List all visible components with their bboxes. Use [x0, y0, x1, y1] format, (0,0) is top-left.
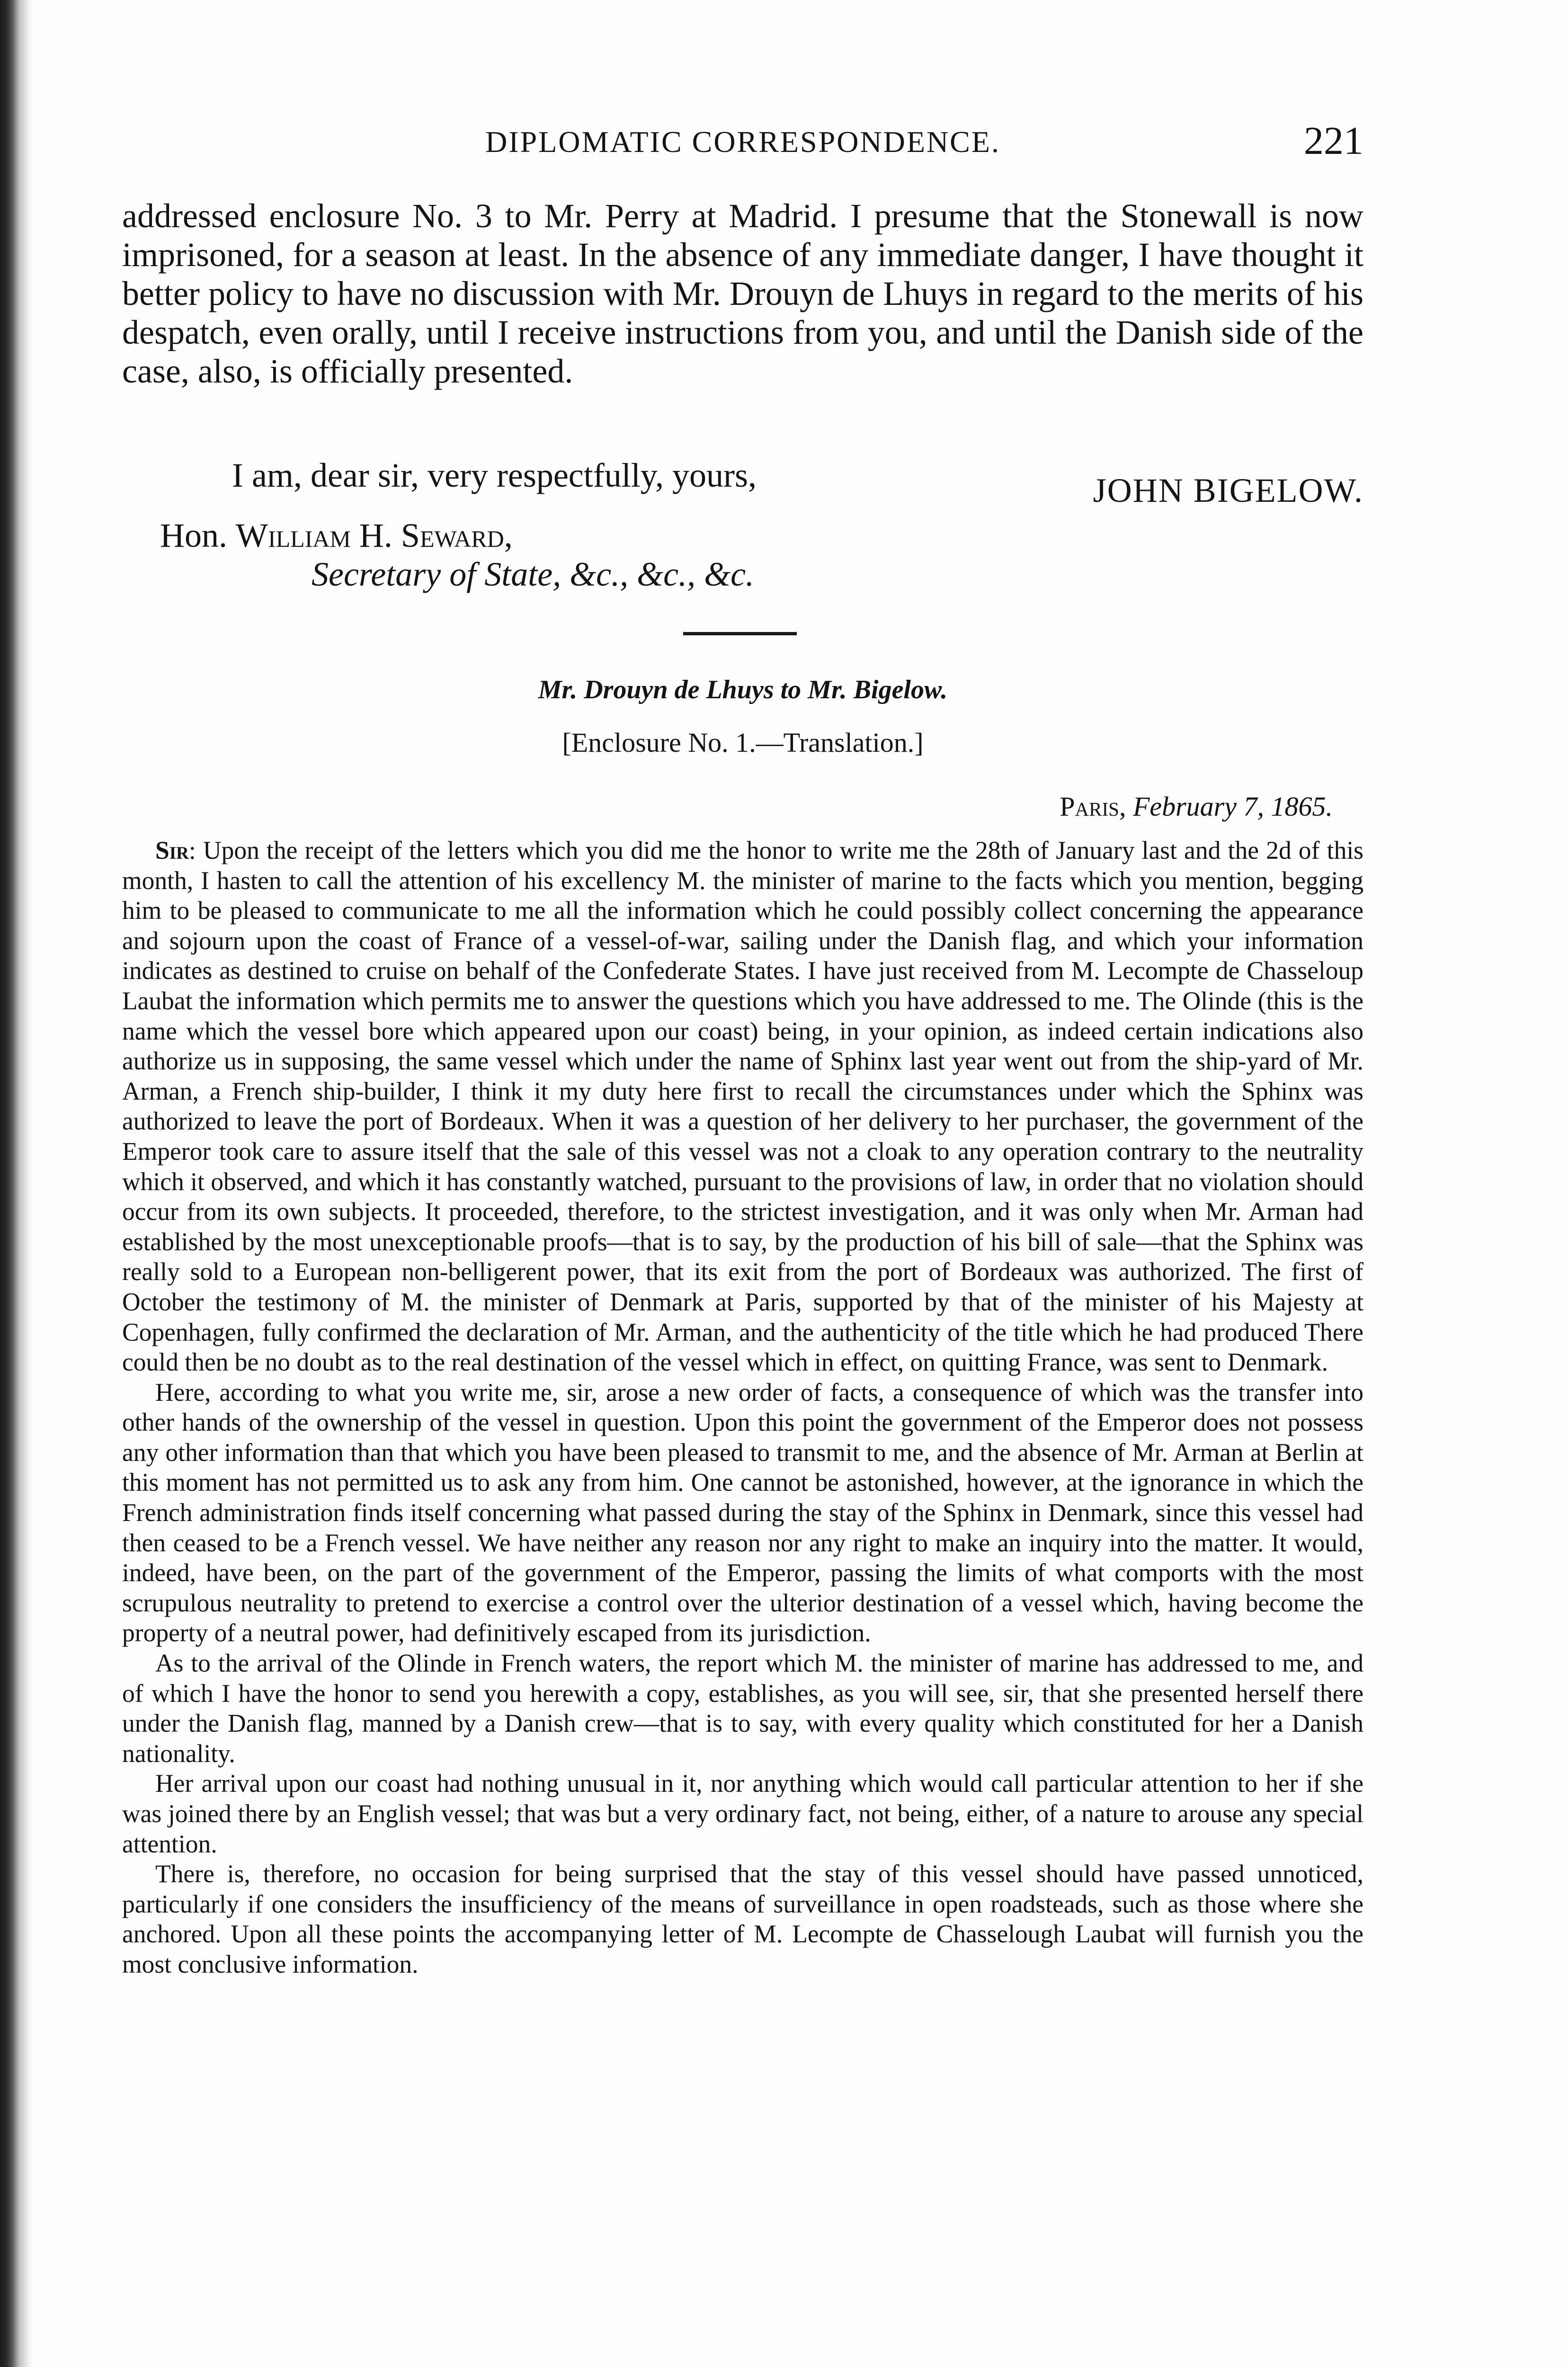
dateline-place: Paris [1060, 791, 1119, 822]
letter-title: Mr. Drouyn de Lhuys to Mr. Bigelow. [538, 675, 948, 704]
salutation: Sir [155, 836, 189, 864]
addressee-suffix: , [504, 516, 513, 554]
addressee-title: Secretary of State, &c., &c., &c. [312, 555, 755, 593]
letter-paragraph-3: As to the arrival of the Olinde in French waters, the report which M. the minister of marine has addressed to me, and of which I have the honor to send you herewith a copy, establishes, as you will see, sir, that she presented herself there under the Danish flag, manned by a Danish crew—that is to say, with every quality which constituted for her a Danish nationality. [122, 1649, 1363, 1768]
running-head: DIPLOMATIC CORRESPONDENCE. [485, 125, 1000, 159]
letter-paragraph-4: Her arrival upon our coast had nothing unusual in it, nor anything which would call particular attention to her if she was joined there by an English vessel; that was but a very ordinary fact, not being, either, of a nature to arouse any special attention. [122, 1769, 1363, 1858]
page-header [122, 121, 1363, 163]
signature: JOHN BIGELOW. [1093, 472, 1363, 509]
enclosure-label: [Enclosure No. 1.—Translation.] [562, 727, 924, 758]
addressee-block [160, 516, 754, 594]
letter-body [122, 836, 1363, 1980]
addressee-prefix: Hon. [160, 516, 236, 554]
paragraph-text: : Upon the receipt of the letters which you did me the honor to write me the 28th of January last and the 2d of this month, I hasten to call the attention of his excellency M. the minister of marine to the facts which you mention, begging him to be pleased to communicate to me all the information which he could possibly collect concerning the appearance and sojourn upon the coast of France of a vessel-of-war, sailing under the Danish flag, and which your information indicates as destined to cruise on behalf of the Confederate States. I have just received from M. Lecompte de Chasseloup Laubat the information which permits me to answer the questions which you have addressed to me. The Olinde (this is the name which the vessel bore which appeared upon our coast) being, in your opinion, as indeed certain indications also authorize us in supposing, the same vessel which under the name of Sphinx last year went out from the ship-yard of Mr. Arman, a French ship-builder, I think it my duty here first to recall the circumstances under which the Sphinx was authorized to leave the port of Bordeaux. When it was a question of her delivery to her purchaser, the government of the Emperor took care to assure itself that the sale of this vessel was not a cloak to any operation contrary to the neutrality which it observed, and which it has constantly watched, pursuant to the provisions of law, in order that no violation should occur from its own subjects. It proceeded, therefore, to the strictest investigation, and it was only when Mr. Arman had established by the most unexceptionable proofs—that is to say, by the production of his bill of sale—that the Sphinx was really sold to a European non-belligerent power, that its exit from the port of Bordeaux was authorized. The first of October the testimony of M. the minister of Denmark at Paris, supported by that of the minister of his Majesty at Copenhagen, fully confirmed the declaration of Mr. Arman, and the authenticity of the title which he had produced There could then be no doubt as to the real destination of the vessel which in effect, on quitting France, was sent to Denmark. [122, 836, 1363, 1377]
dateline-date: February 7, 1865. [1132, 791, 1333, 822]
book-binding-edge [0, 0, 33, 2367]
dateline: Paris, February 7, 1865. [1060, 791, 1333, 822]
letter-paragraph-1 [122, 836, 1363, 1378]
addressee-name: William H. Seward [236, 516, 504, 554]
continuation-paragraph: addressed enclosure No. 3 to Mr. Perry at Madrid. I presume that the Stonewall is now imprisoned, for a season at least. In the absence of any immediate danger, I have thought it better policy to have no discussion with Mr. Drouyn de Lhuys in regard to the merits of his despatch, even orally, until I receive instructions from you, and until the Danish side of the case, also, is officially presented. [122, 197, 1363, 390]
continuation-block [122, 196, 1363, 391]
section-divider [683, 632, 797, 635]
letter-paragraph-2: Here, according to what you write me, sir, arose a new order of facts, a consequence of which was the transfer into other hands of the ownership of the vessel in question. Upon this point the government of the Emperor does not possess any other information than that which you have been pleased to transmit to me, and the absence of Mr. Arman at Berlin at this moment has not permitted us to ask any from him. One cannot be astonished, however, at the ignorance in which the French administration finds itself concerning what passed during the stay of the Sphinx in Denmark, since this vessel had then ceased to be a French vessel. We have neither any reason nor any right to make an inquiry into the matter. It would, indeed, have been, on the part of the government of the Emperor, passing the limits of what comports with the most scrupulous neutrality to pretend to exercise a control over the ulterior destination of a vessel which, having become the property of a neutral power, had definitively escaped from its jurisdiction. [122, 1378, 1363, 1647]
page-number: 221 [1304, 119, 1363, 163]
letter-paragraph-5: There is, therefore, no occasion for being surprised that the stay of this vessel should have passed unnoticed, particularly if one considers the insufficiency of the means of surveillance in open roadsteads, such as those where she anchored. Upon all these points the accompanying letter of M. Lecompte de Chasselough Laubat will furnish you the most conclusive information. [122, 1860, 1363, 1978]
closing-line: I am, dear sir, very respectfully, yours, [232, 456, 757, 494]
addressee-name-line [160, 516, 754, 555]
